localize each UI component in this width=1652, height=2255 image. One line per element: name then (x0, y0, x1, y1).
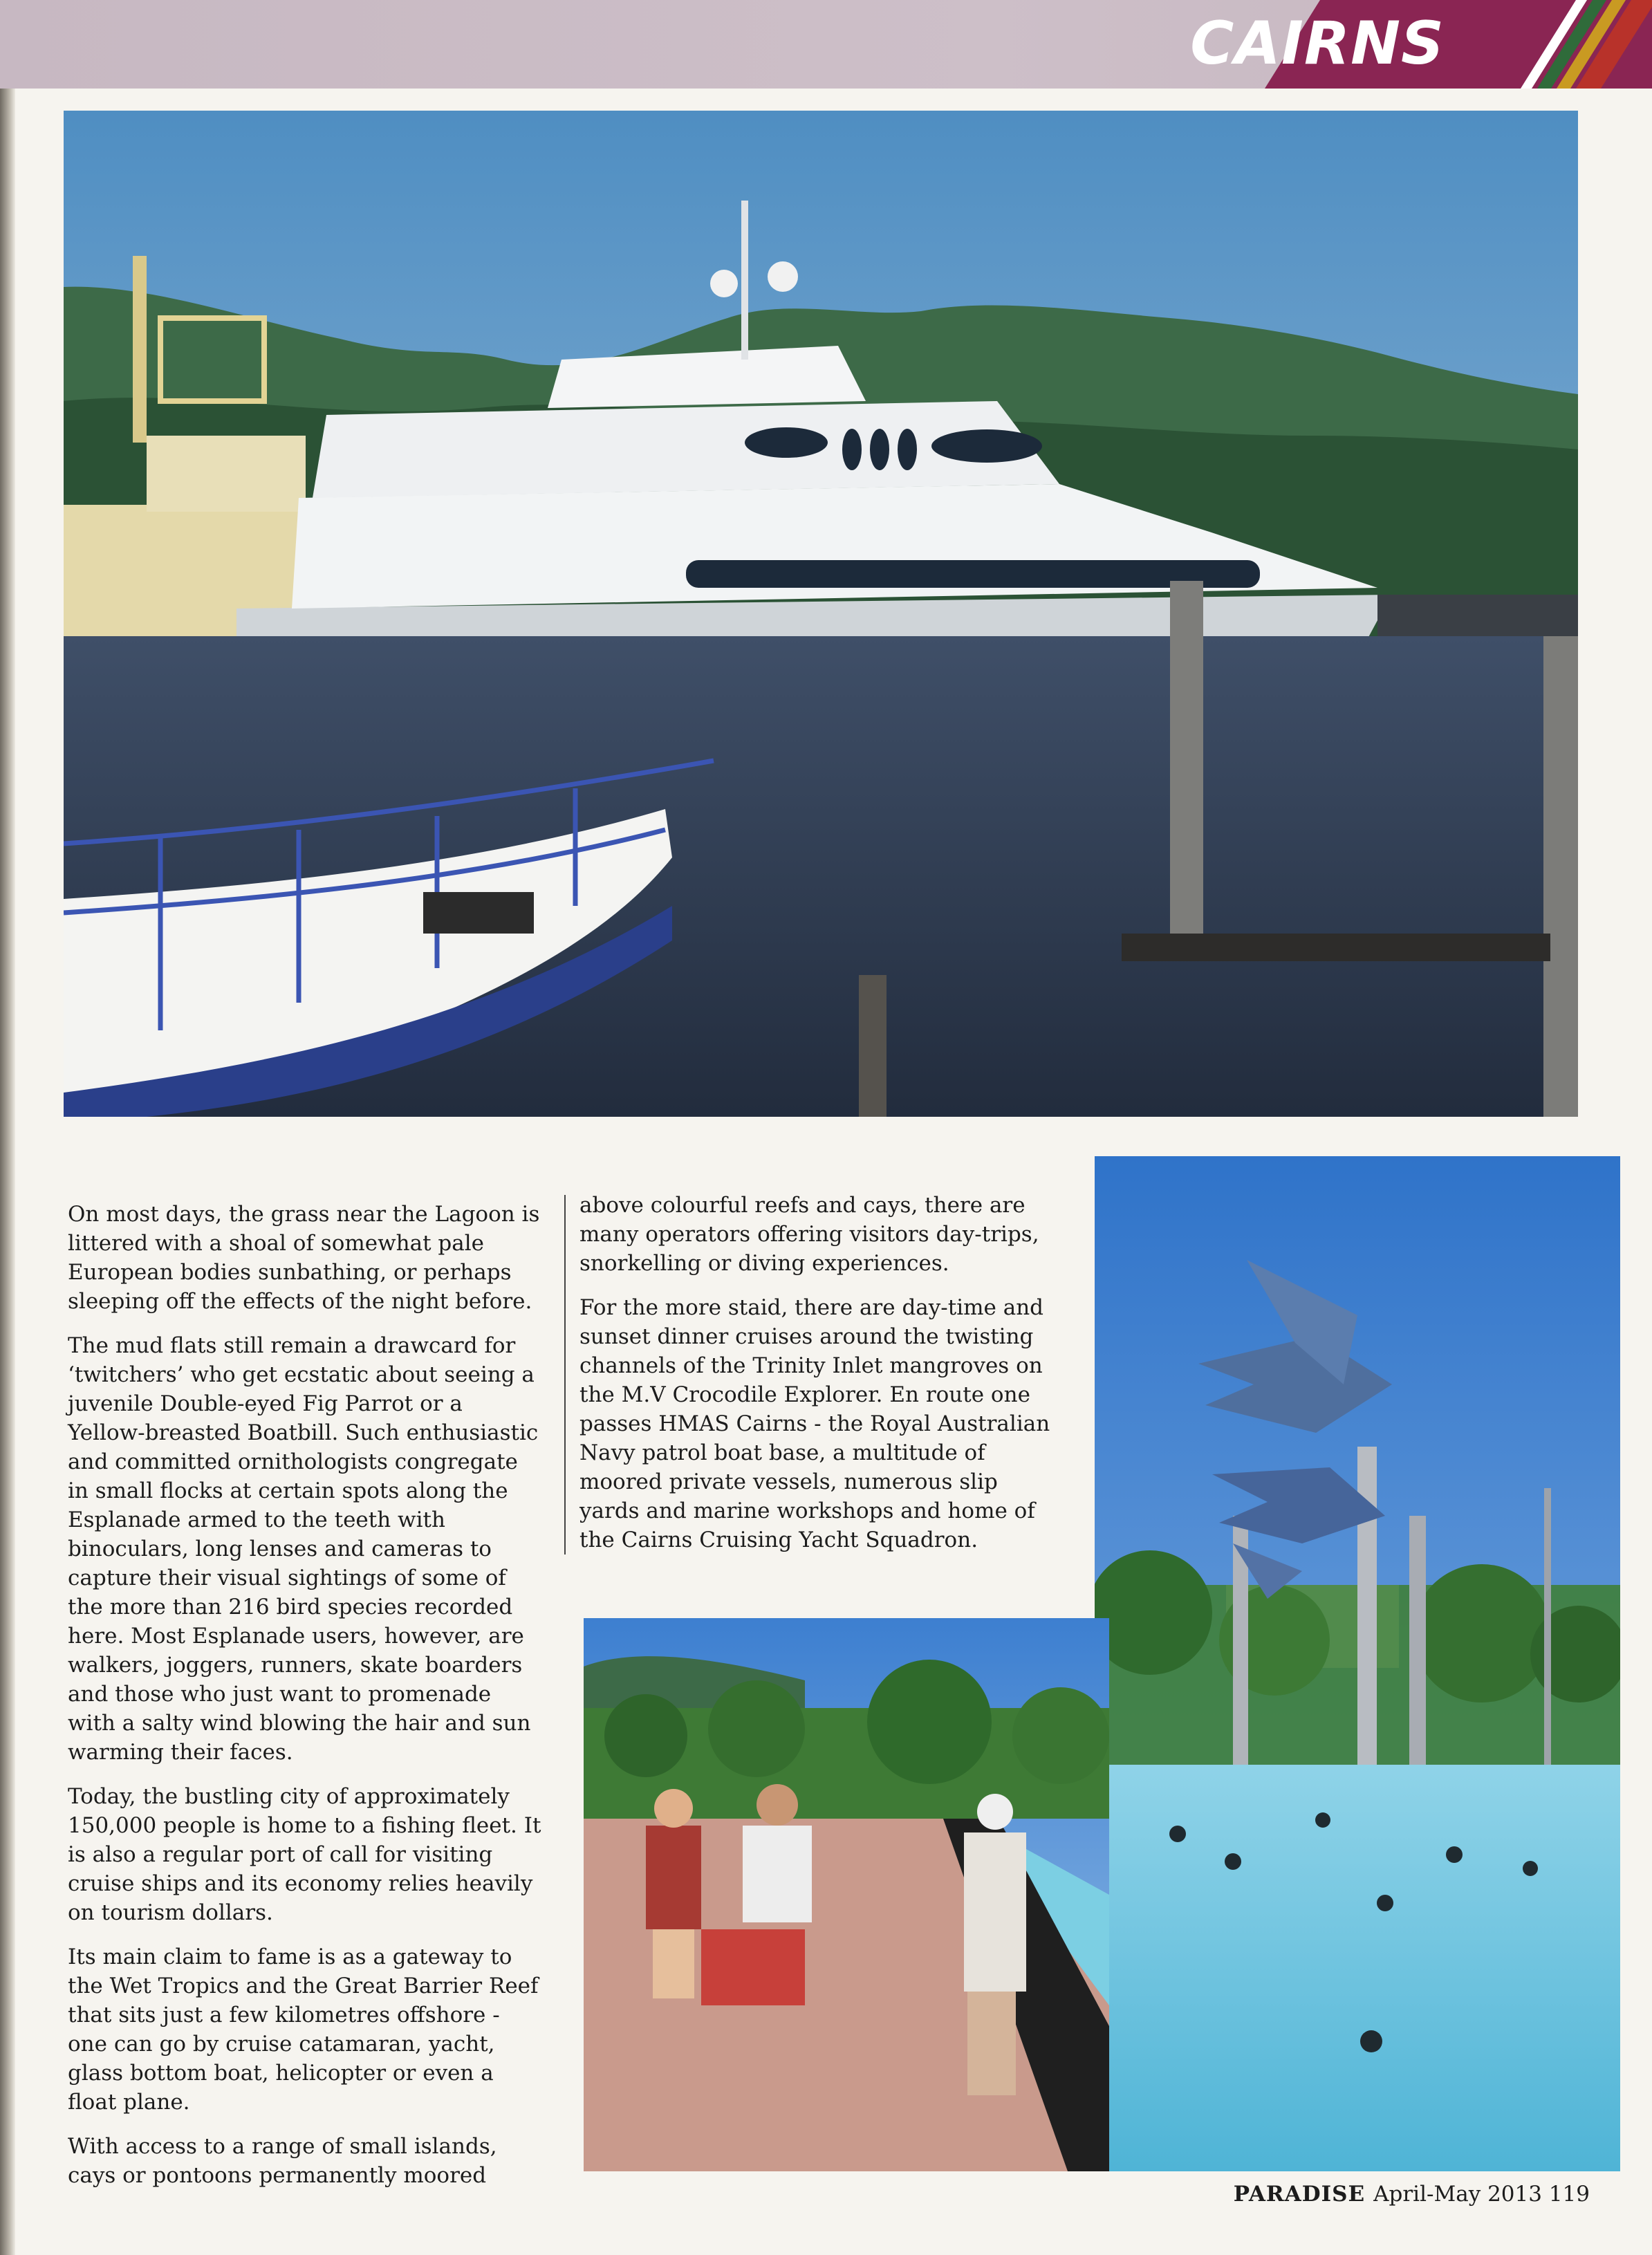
boardwalk-photo (584, 1618, 1109, 2171)
page-footer (1234, 2182, 1590, 2207)
paragraph: Today, the bustling city of approximately 150,000 people is home to a fishing fleet. It is also a regular port of call for visiting cruise ships and its economy relies heavily on tourism dollars. (68, 1784, 541, 1925)
paragraph: above colourful reefs and cays, there are many operators offering visitors day-trips, snorkelling or diving experiences. (579, 1193, 1039, 1276)
fish-sculpture-photo (1095, 1156, 1620, 2171)
column-divider (564, 1195, 566, 1555)
article-column-1 (68, 1200, 545, 2205)
paragraph: On most days, the grass near the Lagoon is littered with a shoal of somewhat pale European bodies sunbathing, or perhaps sleeping off the effects of the night before. (68, 1202, 540, 1314)
section-label: CAIRNS (1190, 9, 1445, 78)
hero-photo (64, 111, 1578, 1117)
article-column-2 (579, 1191, 1064, 1570)
paragraph: For the more staid, there are day-time and sunset dinner cruises around the twisting channels of the Trinity Inlet mangroves on the M.V Crocodile Explorer. En route one passes HMAS Cairns - the Royal Australian Navy patrol boat base, a multitude of moored private vessels, numerous slip yards and marine workshops and home of the Cairns Cruising Yacht Squadron. (579, 1295, 1050, 1552)
paragraph: The mud flats still remain a drawcard for ‘twitchers’ who get ecstatic about seeing a juvenile Double-eyed Fig Parrot or a Yellow-breasted Boatbill. Such enthusiastic and committed ornithologists congregate in small flocks at certain spots along the Esplanade armed to the teeth with binoculars, long lenses and cameras to capture their visual sightings of some of the more than 216 bird species recorded here. Most Esplanade users, however, are walkers, joggers, runners, skate boarders and those who just want to promenade with a salty wind blowing the hair and sun warming their faces. (68, 1333, 539, 1765)
magazine-name: PARADISE (1233, 2182, 1366, 2207)
issue-date: April-May 2013 (1373, 2182, 1542, 2207)
page-gutter (0, 89, 15, 2255)
page-number: 119 (1548, 2182, 1590, 2207)
paragraph: Its main claim to fame is as a gateway to the Wet Tropics and the Great Barrier Reef that sits just a few kilometres offshore - one can go by cruise catamaran, yacht, glass bottom boat, helicopter or even a float plane. (68, 1945, 539, 2115)
paragraph: With access to a range of small islands, cays or pontoons permanently moored (68, 2134, 497, 2188)
